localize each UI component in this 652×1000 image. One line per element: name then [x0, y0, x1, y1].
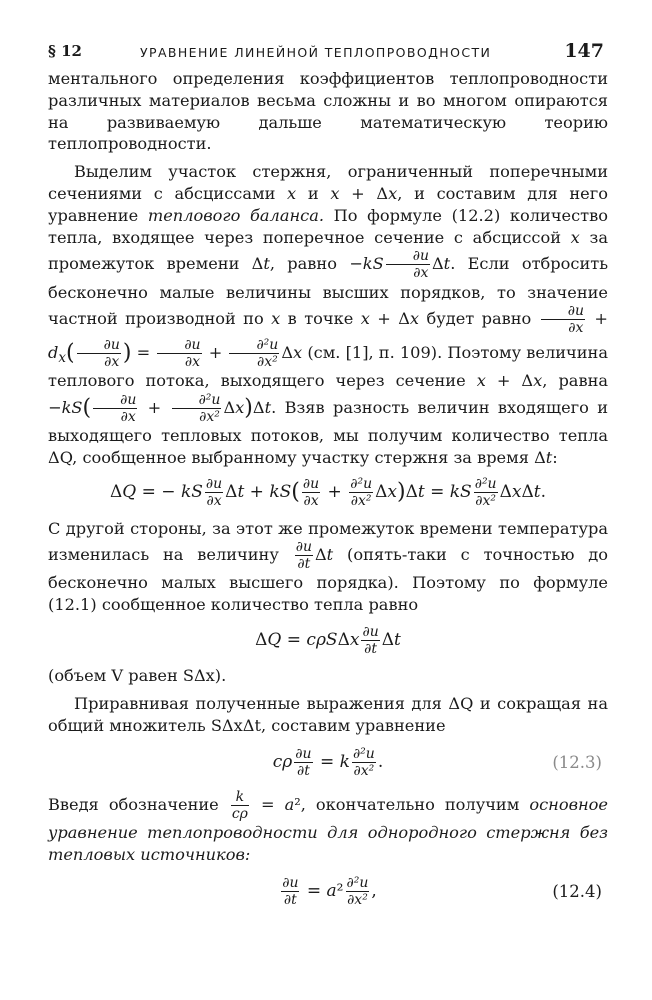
term-heat-balance: теплового баланса. [147, 205, 325, 225]
book-page [48, 38, 608, 917]
page-number: 147 [564, 40, 604, 62]
reference: (см. [1], п. 109). [307, 342, 443, 362]
equation-12-4: $\frac{\partial u}{\partial t}$ = a² $\frac{\text{∂²u}}{\text{∂x²}}$ , (12.4) [282, 874, 602, 908]
equation-delta-q-1: ΔQ = − kS $\frac{\partial u}{\partial x}$ Δt + kS( $\frac{\partial u}{\partial x}$ + $\frac{\text{∂²u}}{\text{∂x²}}$ Δx)Δt = kS $\frac{\text{∂²u}}{\text{∂x²}}$ ΔxΔt. [110, 476, 546, 510]
equation-label-12-4: (12.4) [552, 881, 602, 901]
paragraph-3: С другой стороны, за этот же промежуток времени температура изменилась на величину $\frac{\partial u}{\partial t}$ Δt (опять-таки с точностью до бесконечно малых высшего порядка). Поэтому по формуле (12.1) сообщенное количество тепла равно [48, 518, 608, 615]
paragraph-2: Выделим участок стержня, ограниченный поперечными сечениями с абсциссами x и x + Δx, и составим для него уравнение теплового баланса. По формуле (12.2) количество тепла, входящее через поперечное сечение с абсциссой x за промежуток времени Δt, равно −kS $\frac{\partial u}{\partial x}$ Δt. Если отбросить бесконечно малые величины высших порядков, то значение частной производной по x в точке x + Δx будет равно $\frac{\partial u}{\partial x}$ + $d_x$( $\frac{\partial u}{\partial x}$ ) = $\frac{\partial u}{\partial x}$ + $\frac{\text{∂²u}}{\text{∂x²}}$ Δx (см. [1], п. 109). Поэтому величина теплового потока, выходящего через сечение x + Δx, равна −kS( $\frac{\partial u}{\partial x}$ + $\frac{\text{∂²u}}{\text{∂x²}}$ Δx)Δt. Взяв разность величин входящего и выходящего тепловых потоков, мы получим количество тепла ΔQ, сообщенное выбранному участку стержня за время Δt: [48, 162, 609, 467]
term-basic-equation: основное уравнение теплопроводности для однородного стержня без тепловых источников: [48, 794, 609, 864]
paragraph-4: (объем V равен SΔx). [48, 666, 227, 686]
running-title: УРАВНЕНИЕ ЛИНЕЙНОЙ ТЕПЛОПРОВОДНОСТИ [140, 45, 492, 60]
equation-12-3: cρ $\frac{\partial u}{\partial t}$ = k $\frac{\text{∂²u}}{\text{∂x²}}$ . (12.3) [272, 746, 602, 780]
running-header [48, 38, 608, 68]
paragraph-5: Приравнивая полученные выражения для ΔQ и сокращая на общий множитель SΔxΔt, составим уравнение [48, 694, 608, 735]
paragraph-6: Введя обозначение $\frac{k}{c\rho}$ = a², окончательно получим основное уравнение теплопроводности для однородного стержня без тепловых источников: [48, 788, 609, 864]
section-mark: § 12 [48, 42, 82, 60]
fraction-du-dx: $\frac{\partial u}{\partial x}$ [386, 248, 430, 281]
equation-label-12-3: (12.3) [552, 753, 602, 773]
paragraph-1: ментального определения коэффициентов теплопроводности различных материалов весьма сложны и во многом опираются на развиваемую дальше математическую теорию теплопроводности. [48, 69, 608, 154]
equation-delta-q-2: ΔQ = cρSΔx $\frac{\partial u}{\partial t}$ Δt [255, 624, 401, 658]
